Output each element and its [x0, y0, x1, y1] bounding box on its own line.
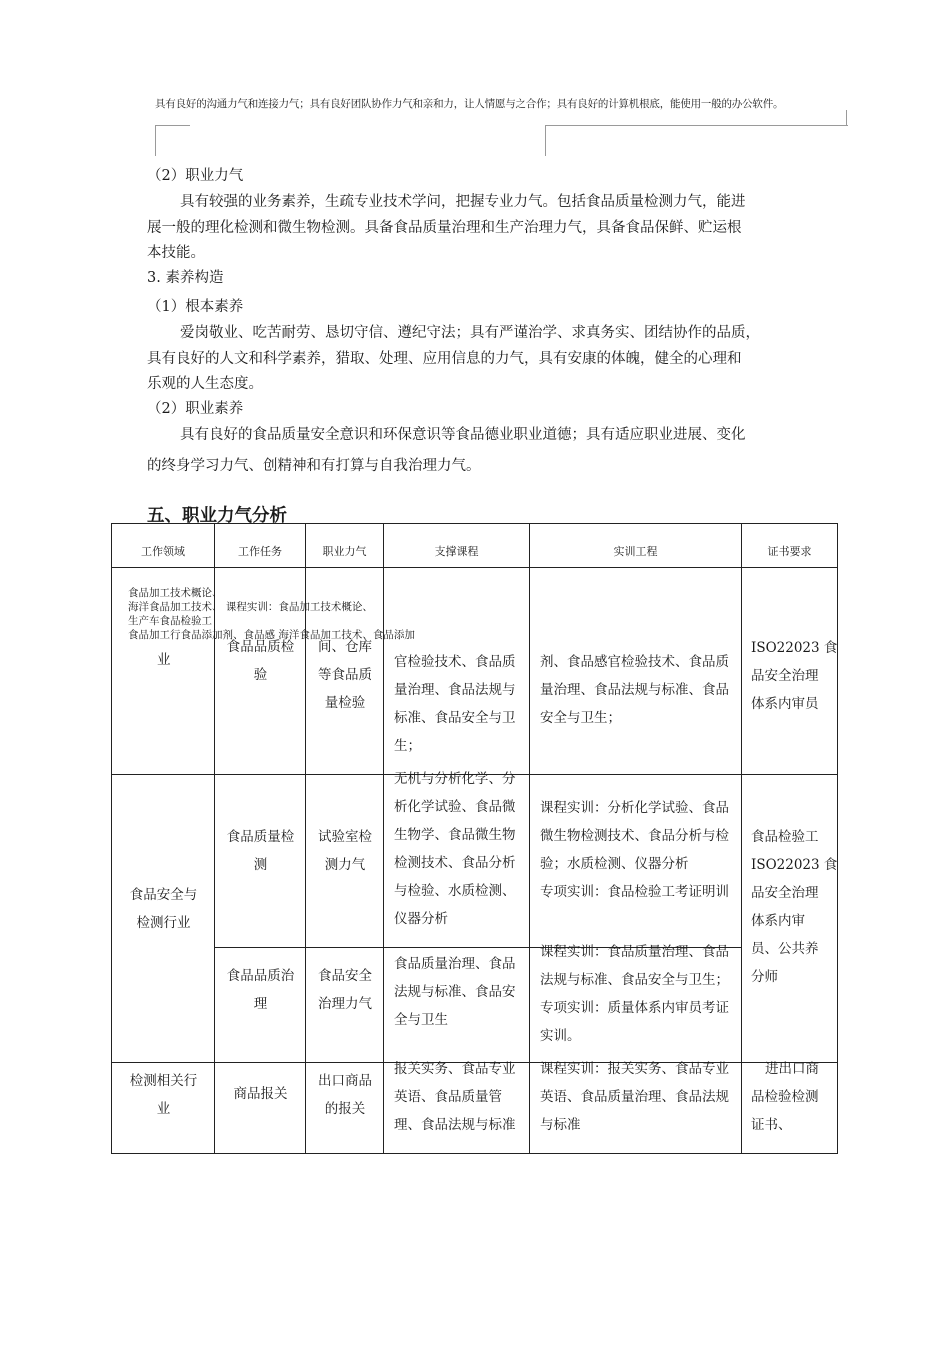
row2-domain	[112, 881, 215, 937]
cell-line: 课程实训：分析化学试验、食品	[540, 800, 729, 816]
cell-line: 食品质量治理、食品	[394, 956, 516, 972]
cell-line: 出口商品	[318, 1073, 372, 1089]
row1-course	[394, 648, 516, 760]
cell-line: 课程实训：报关实务、食品专业	[540, 1061, 729, 1077]
row1-cert	[751, 634, 837, 718]
overlay-line: 食品加工行食品添加剂、食品感 海洋食品加工技术、食品添加	[128, 629, 415, 641]
cell-line: 体系内审	[751, 913, 805, 929]
cell-line: 生物学、食品微生物	[394, 827, 516, 843]
cell-line: 食品品质检	[226, 639, 295, 655]
subheading-professional-ability: （2）职业力气	[147, 168, 244, 184]
top-line-text: 具有良好的沟通力气和连接力气；具有良好团队协作力气和亲和力，让人情愿与之合作；具有良好的计算机根底，能使用一般的办公软件。	[155, 98, 784, 110]
cell-line: 与标准	[540, 1117, 581, 1133]
col-header: 证书要求	[742, 524, 838, 568]
row2-cert	[751, 823, 837, 991]
cell-line: 安全与卫生；	[540, 710, 621, 726]
cell-line: 课程实训：食品质量治理、食品	[540, 944, 729, 960]
cell-line: 品检验检测	[751, 1089, 819, 1105]
cell-line: 验	[253, 667, 268, 683]
row1-task	[215, 633, 306, 689]
cell-line: 食品检验工	[751, 829, 819, 845]
paragraph-line: 具有良好的食品质量安全意识和环保意识等食品德业职业道德；具有适应职业进展、变化	[180, 427, 746, 443]
cell-line: 员、公共养	[751, 941, 819, 957]
paragraph-line: 本技能。	[147, 245, 205, 261]
cell-line: 食品安全与	[129, 887, 198, 903]
cell-line: 分师	[751, 969, 778, 985]
paragraph-line: 爱岗敬业、吃苦耐劳、恳切守信、遵纪守法；具有严谨治学、求真务实、团结协作的品质，	[180, 325, 760, 341]
cell-line: 进出口商	[765, 1061, 819, 1077]
cell-line: 专项实训：质量体系内审员考证	[540, 1000, 729, 1016]
col-header: 工作领域	[112, 524, 215, 568]
cell-line: 测	[253, 857, 268, 873]
row4-domain	[112, 1067, 215, 1123]
overlay-line: 食品加工技术概论、	[128, 587, 223, 599]
paragraph-line: 的终身学习力气、创精神和有打算与自我治理力气。	[147, 458, 481, 474]
cell-line: 全与卫生	[394, 1012, 448, 1028]
row3-ability	[306, 962, 384, 1018]
row1-domain: 业	[157, 652, 171, 668]
cell-line: 标准、食品安全与卫	[394, 710, 516, 726]
row4-cert	[751, 1055, 819, 1139]
row2-ability	[306, 823, 384, 879]
row2-task	[215, 823, 306, 879]
cell-line: 食品品质治	[226, 968, 295, 984]
cell-line: 微生物检测技术、食品分析与检	[540, 828, 729, 844]
cell-line: 食品安全	[318, 968, 372, 984]
subheading-professional-quality: （2）职业素养	[147, 401, 244, 417]
cell-line: 剂、食品感官检验技术、食品质	[540, 654, 729, 670]
cell-line: 无机与分析化学、分	[394, 771, 516, 787]
cell-line: 检测技术、食品分析	[394, 855, 516, 871]
overlay-line: 海洋食品加工技术、 课程实训：食品加工技术概论、	[128, 601, 373, 613]
cell-line: 量检验	[324, 695, 366, 711]
row2-course	[394, 765, 516, 933]
corner-mark-tick	[846, 110, 848, 125]
col-header: 职业力气	[306, 524, 384, 568]
cell-line: 专项实训：食品检验工考证明训	[540, 884, 729, 900]
cell-line: 测力气	[324, 857, 366, 873]
corner-mark-left	[155, 125, 190, 156]
cell-line: 报关实务、食品专业	[394, 1061, 516, 1077]
cell-line: 析化学试验、食品微	[394, 799, 516, 815]
subheading-basic-quality: （1）根本素养	[147, 299, 244, 315]
paragraph-line: 具有较强的业务素养，生疏专业技术学问，把握专业力气。包括食品质量检测力气，能进	[180, 194, 746, 210]
col-header: 支撑课程	[384, 524, 530, 568]
paragraph-line: 展一般的理化检测和微生物检测。具备食品质量治理和生产治理力气，具备食品保鲜、贮运根	[147, 220, 742, 236]
cell-line: 证书、	[751, 1117, 792, 1133]
cell-line: 法规与标准、食品安全与卫生；	[540, 972, 729, 988]
cell-line: 理	[253, 996, 268, 1012]
cell-line: 等食品质	[318, 667, 372, 683]
cell-line: 检测相关行	[129, 1073, 198, 1089]
row1-ability	[306, 633, 384, 717]
row2-training	[540, 794, 729, 906]
cell-line: 法规与标准、食品安	[394, 984, 516, 1000]
cell-line: 的报关	[324, 1101, 366, 1117]
paragraph-line: 乐观的人生态度。	[147, 376, 263, 392]
cell-line: 品安全治理	[751, 668, 819, 684]
row3-task	[215, 962, 306, 1018]
row3-training	[540, 938, 729, 1050]
cell-line: 官检验技术、食品质	[394, 654, 516, 670]
cell-line: 量治理、食品法规与标准、食品	[540, 682, 729, 698]
cell-line: 验；水质检测、仪器分析	[540, 856, 689, 872]
row4-training	[540, 1055, 729, 1139]
cell-line: 量治理、食品法规与	[394, 682, 516, 698]
row4-task: 商品报关	[233, 1086, 288, 1102]
row4-course	[394, 1055, 516, 1139]
row4-ability	[306, 1067, 384, 1123]
cell-line: 英语、食品质量管	[394, 1089, 502, 1105]
row3-course	[394, 950, 516, 1034]
cell-line: 实训。	[540, 1028, 581, 1044]
cell-line: 仪器分析	[394, 911, 448, 927]
cell-line: 品安全治理	[751, 885, 819, 901]
cell-line: ISO22023 食	[751, 640, 838, 656]
cell-line: 治理力气	[318, 996, 372, 1012]
cell-line: 理、食品法规与标准	[394, 1117, 516, 1133]
cell-line: 食品质量检	[226, 829, 295, 845]
table-header-row	[112, 524, 838, 568]
paragraph-line: 具有良好的人文和科学素养，猎取、处理、应用信息的力气，具有安康的体魄，健全的心理和	[147, 351, 742, 367]
section-title: 五、职业力气分析	[147, 506, 287, 526]
overlay-line: 生产车食品检验工	[128, 615, 212, 627]
cell-line: 生；	[394, 738, 421, 754]
cell-line: 试验室检	[318, 829, 372, 845]
corner-mark-right	[545, 125, 848, 156]
cell-line: 间、仓库	[318, 639, 372, 655]
cell-line: 英语、食品质量治理、食品法规	[540, 1089, 729, 1105]
cell-line: 体系内审员	[751, 696, 819, 712]
row1-training	[540, 648, 729, 732]
col-header: 工作任务	[215, 524, 306, 568]
cell-line: 检测行业	[136, 915, 191, 931]
col-header: 实训工程	[530, 524, 742, 568]
cell-line: ISO22023 食	[751, 857, 838, 873]
cell-line: 与检验、水质检测、	[394, 883, 516, 899]
subheading-quality-structure: 3. 素养构造	[147, 270, 224, 286]
cell-line: 业	[156, 1101, 171, 1117]
